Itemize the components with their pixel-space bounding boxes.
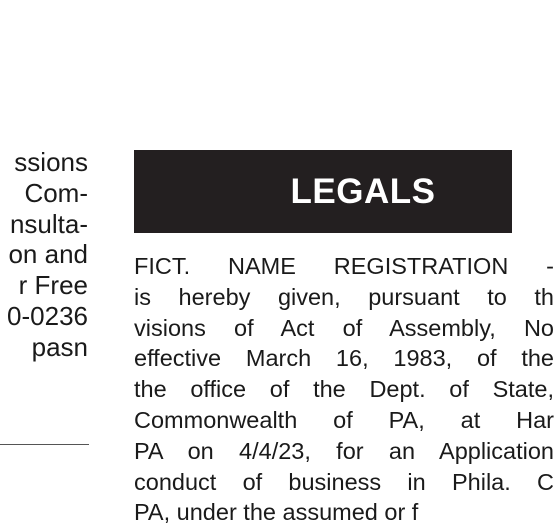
section-title: LEGALS [290,172,436,211]
ad-text-line: 0-0236 [7,300,88,331]
column-divider-rule [0,444,89,445]
notice-text-line: PA, under the assumed or f [134,499,419,526]
notice-text-line: conduct of business in Phila. C [134,468,554,495]
notice-text-line: visions of Act of Assembly, No [134,314,554,341]
notice-text-line: is hereby given, pursuant to th [134,283,554,310]
notice-text-line: the office of the Dept. of State, [134,376,554,403]
notice-text-line: effective March 16, 1983, of the [134,345,554,372]
ad-text-line: Com- [24,177,88,208]
legal-notice [134,251,554,526]
notice-text-line: PA on 4/4/23, for an Application [134,437,554,464]
section-banner [134,150,512,233]
ad-text-line: r Free [18,270,88,301]
ad-text-line: ssions [14,147,88,177]
ad-text-line: nsulta- [9,208,88,239]
ad-text-line: on and [8,239,88,270]
notice-text-line: Commonwealth of PA, at Har [134,406,554,433]
previous-ad-column [0,147,88,363]
ad-text-line: pasn [31,331,88,362]
notice-text-line: FICT. NAME REGISTRATION - [134,253,554,279]
